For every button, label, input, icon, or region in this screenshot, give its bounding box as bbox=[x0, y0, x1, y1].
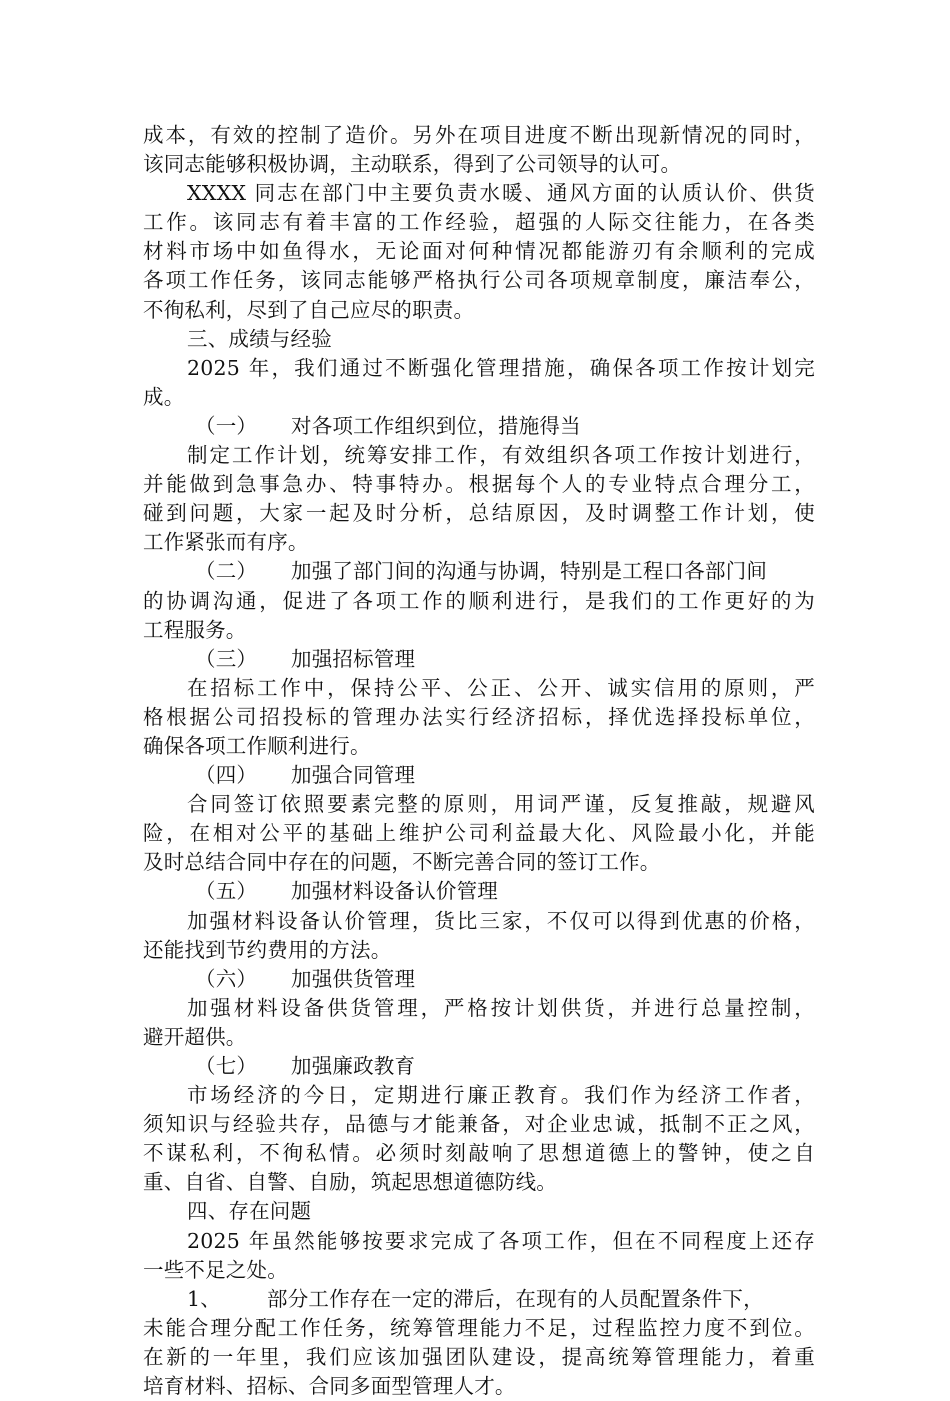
paragraph-line: 不徇私利，尽到了自己应尽的职责。 bbox=[143, 297, 475, 322]
subsection-number: （四） bbox=[195, 763, 258, 788]
numbered-item bbox=[143, 1285, 815, 1314]
subsection-number: （七） bbox=[195, 1054, 258, 1078]
paragraph-line: 工作。该同志有着丰富的工作经验，超强的人际交往能力，在各类 bbox=[143, 210, 815, 235]
paragraph-line: 须知识与经验共存，品德与才能兼备，对企业忠诚，抵制不正之风， bbox=[143, 1112, 815, 1137]
paragraph-line: 确保各项工作顺利进行。 bbox=[143, 733, 371, 758]
paragraph-line: 在招标工作中，保持公平、公正、公开、诚实信用的原则，严 bbox=[187, 675, 815, 700]
subsection-number: （六） bbox=[195, 966, 258, 991]
subsection-title: 加强材料设备认价管理 bbox=[291, 879, 498, 904]
paragraph-line: 材料市场中如鱼得水，无论面对何种情况都能游刃有余顺利的完成 bbox=[143, 239, 815, 264]
paragraph-line: 成。 bbox=[143, 384, 185, 409]
paragraph-line: 加强材料设备认价管理，货比三家，不仅可以得到优惠的价格， bbox=[187, 908, 815, 933]
paragraph-line: 的协调沟通，促进了各项工作的顺利进行，是我们的工作更好的为 bbox=[143, 588, 815, 613]
paragraph-line: 及时总结合同中存在的问题，不断完善合同的签订工作。 bbox=[143, 850, 661, 875]
paragraph-line: 该同志能够积极协调，主动联系，得到了公司领导的认可。 bbox=[143, 152, 682, 177]
paragraph-line: 格根据公司招投标的管理办法实行经济招标，择优选择投标单位， bbox=[143, 704, 815, 729]
paragraph-line: 未能合理分配工作任务，统筹管理能力不足，过程监控力度不到位。 bbox=[143, 1315, 815, 1340]
paragraph-line: 在新的一年里，我们应该加强团队建设，提高统筹管理能力，着重 bbox=[143, 1344, 815, 1369]
subsection-title: 加强了部门间的沟通与协调，特别是工程口各部门间 bbox=[291, 559, 768, 584]
paragraph-line: 加强材料设备供货管理，严格按计划供货，并进行总量控制， bbox=[187, 995, 815, 1020]
subsection-heading bbox=[143, 412, 815, 441]
paragraph-line: 市场经济的今日，定期进行廉正教育。我们作为经济工作者， bbox=[187, 1083, 815, 1108]
subsection-number: （五） bbox=[195, 879, 258, 904]
item-number: 1、 bbox=[187, 1286, 221, 1311]
paragraph-line: 成本，有效的控制了造价。另外在项目进度不断出现新情况的同时， bbox=[143, 123, 815, 147]
item-text: 部分工作存在一定的滞后，在现有的人员配置条件下， bbox=[267, 1286, 764, 1311]
paragraph-line: 碰到问题，大家一起及时分析，总结原因，及时调整工作计划，使 bbox=[143, 501, 815, 526]
subsection-title: 加强供货管理 bbox=[291, 966, 416, 991]
subsection-heading bbox=[143, 1052, 815, 1081]
subsection-heading bbox=[143, 557, 815, 586]
subsection-title: 加强廉政教育 bbox=[291, 1054, 416, 1078]
paragraph-line: 工程服务。 bbox=[143, 617, 247, 642]
paragraph-line: 各项工作任务，该同志能够严格执行公司各项规章制度，廉洁奉公， bbox=[143, 268, 815, 293]
paragraph-line: 险，在相对公平的基础上维护公司利益最大化、风险最小化，并能 bbox=[143, 821, 815, 846]
subsection-title: 对各项工作组织到位，措施得当 bbox=[291, 413, 581, 438]
paragraph-line: 不谋私利，不徇私情。必须时刻敲响了思想道德上的警钟，使之自 bbox=[143, 1141, 815, 1166]
paragraph-line: 并能做到急事急办、特事特办。根据每个人的专业特点合理分工， bbox=[143, 472, 815, 497]
subsection-heading bbox=[143, 877, 815, 906]
subsection-number: （三） bbox=[195, 646, 258, 671]
subsection-heading bbox=[143, 965, 815, 994]
paragraph-line: 避开超供。 bbox=[143, 1024, 247, 1049]
paragraph-line: 还能找到节约费用的方法。 bbox=[143, 937, 392, 962]
subsection-number: （二） bbox=[195, 559, 258, 584]
paragraph-line: 工作紧张而有序。 bbox=[143, 530, 309, 555]
paragraph-line: 2025 年虽然能够按要求完成了各项工作，但在不同程度上还存 bbox=[187, 1228, 815, 1253]
paragraph-line: 制定工作计划，统筹安排工作，有效组织各项工作按计划进行， bbox=[187, 443, 815, 468]
subsection-heading bbox=[143, 761, 815, 790]
paragraph-line: 培育材料、招标、合同多面型管理人才。 bbox=[143, 1374, 516, 1399]
subsection-heading bbox=[143, 645, 815, 674]
paragraph-line: 合同签订依照要素完整的原则，用词严谨，反复推敲，规避风 bbox=[187, 792, 815, 817]
subsection-number: （一） bbox=[195, 413, 258, 438]
paragraph-line: 重、自省、自警、自励，筑起思想道德防线。 bbox=[143, 1170, 557, 1195]
document-body bbox=[143, 121, 815, 1401]
paragraph-line: 一些不足之处。 bbox=[143, 1257, 288, 1282]
subsection-title: 加强合同管理 bbox=[291, 763, 416, 788]
section-heading: 四、存在问题 bbox=[187, 1199, 312, 1224]
paragraph-line: XXXX 同志在部门中主要负责水暖、通风方面的认质认价、供货 bbox=[187, 181, 815, 206]
subsection-title: 加强招标管理 bbox=[291, 646, 416, 671]
paragraph-line: 2025 年，我们通过不断强化管理措施，确保各项工作按计划完 bbox=[187, 355, 815, 380]
section-heading: 三、成绩与经验 bbox=[187, 326, 332, 351]
